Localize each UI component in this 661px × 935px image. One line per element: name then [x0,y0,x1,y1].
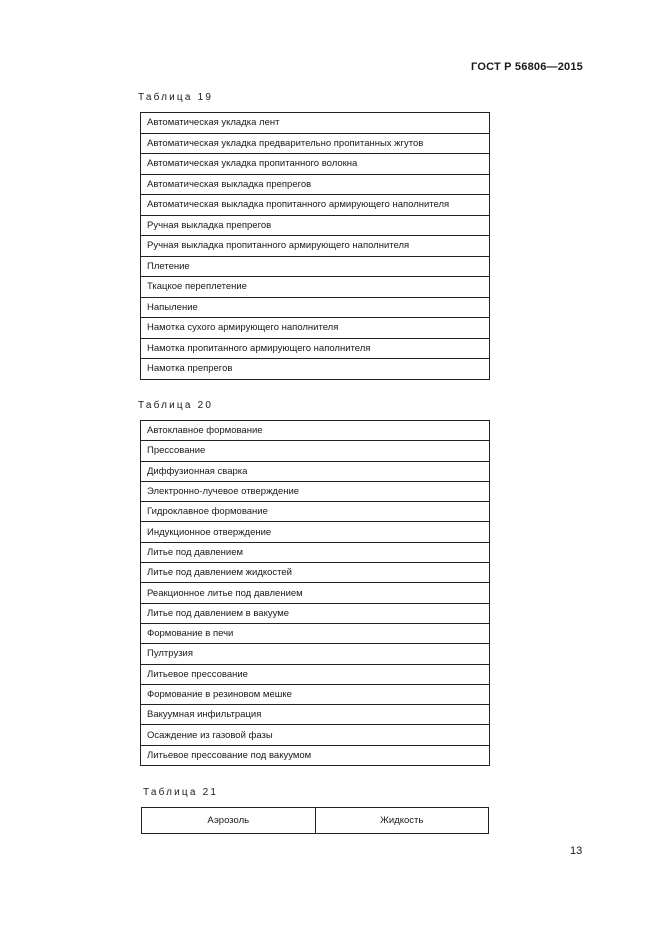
table-20-caption: Таблица 20 [138,400,214,411]
table-cell: Вакуумная инфильтрация [141,705,490,725]
table-cell: Напыление [141,297,490,318]
table-cell: Ткацкое переплетение [141,277,490,298]
table-row [141,725,490,745]
page-number: 13 [570,845,583,857]
table-row [141,481,490,501]
table-cell: Намотка пропитанного армирующего наполнителя [141,338,490,359]
table-row [141,359,490,380]
table-row [141,542,490,562]
table-cell: Намотка препрегов [141,359,490,380]
table-row [142,808,489,834]
table-row [141,133,490,154]
table-row [141,522,490,542]
table-row [141,256,490,277]
table-cell: Ручная выкладка препрегов [141,215,490,236]
table-cell: Диффузионная сварка [141,461,490,481]
table-cell: Литьевое прессование [141,664,490,684]
table-cell: Литье под давлением в вакууме [141,603,490,623]
standard-code: ГОСТ Р 56806—2015 [471,61,583,73]
table-row [141,502,490,522]
table-row [141,154,490,175]
table-row [141,664,490,684]
table-row [141,338,490,359]
table-cell: Автоматическая выкладка пропитанного армирующего наполнителя [141,195,490,216]
table-row [141,684,490,704]
table-cell: Автоматическая укладка лент [141,113,490,134]
table-cell: Осаждение из газовой фазы [141,725,490,745]
table-row [141,441,490,461]
table-row [141,195,490,216]
table-cell: Плетение [141,256,490,277]
table-cell: Автоматическая выкладка препрегов [141,174,490,195]
table-cell: Электронно-лучевое отверждение [141,481,490,501]
table-19-caption: Таблица 19 [138,92,214,103]
table-row [141,318,490,339]
table-cell: Формование в печи [141,623,490,643]
table-row [141,421,490,441]
table-row [141,277,490,298]
table-row [141,174,490,195]
table-row [141,583,490,603]
table-cell: Индукционное отверждение [141,522,490,542]
table-cell: Литье под давлением [141,542,490,562]
table-row [141,113,490,134]
table-cell: Литье под давлением жидкостей [141,563,490,583]
table-row [141,745,490,765]
table-row [141,236,490,257]
table-cell: Автоматическая укладка предварительно пропитанных жгутов [141,133,490,154]
table-row [141,297,490,318]
table-cell: Реакционное литье под давлением [141,583,490,603]
table-cell: Аэрозоль [142,808,316,834]
table-cell: Литьевое прессование под вакуумом [141,745,490,765]
table-20 [140,420,490,766]
table-cell: Автоматическая укладка пропитанного волокна [141,154,490,175]
table-21 [141,807,489,834]
table-19 [140,112,490,380]
table-row [141,623,490,643]
table-row [141,603,490,623]
table-cell: Гидроклавное формование [141,502,490,522]
table-row [141,461,490,481]
table-row [141,644,490,664]
table-21-caption: Таблица 21 [143,787,219,798]
table-cell: Жидкость [315,808,489,834]
table-row [141,215,490,236]
table-cell: Формование в резиновом мешке [141,684,490,704]
table-cell: Пултрузия [141,644,490,664]
table-cell: Намотка сухого армирующего наполнителя [141,318,490,339]
table-cell: Автоклавное формование [141,421,490,441]
table-cell: Прессование [141,441,490,461]
table-cell: Ручная выкладка пропитанного армирующего наполнителя [141,236,490,257]
table-row [141,563,490,583]
table-row [141,705,490,725]
